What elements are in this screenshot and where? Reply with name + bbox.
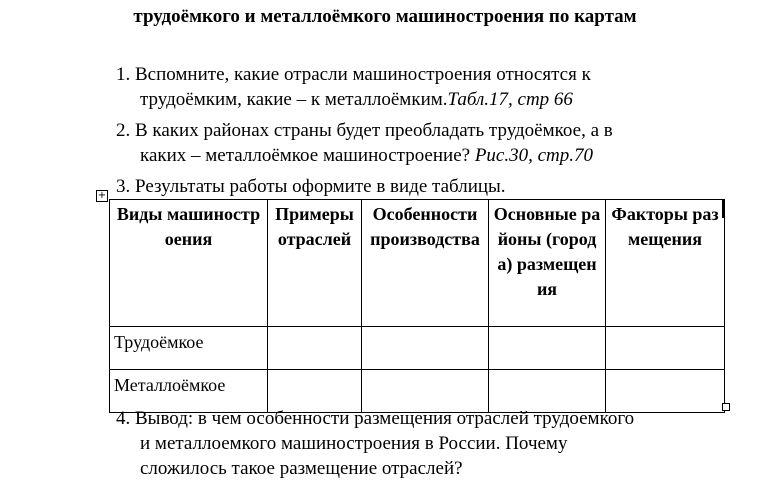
task-2-line2: каких – металлоёмкое машиностроение? [140, 145, 475, 166]
task-3-number: 3. [116, 176, 131, 197]
page-title: трудоёмкого и металлоёмкого машиностроения по картам [133, 6, 637, 27]
results-table [109, 199, 725, 413]
table-header-row [110, 200, 725, 327]
task-1 [116, 62, 591, 112]
header-cell-regions[interactable]: Основные районы (города) размещения [489, 200, 606, 327]
header-cell-examples[interactable]: Примеры отраслей [268, 200, 362, 327]
task-2-number: 2. [116, 120, 131, 141]
task-4-line2: и металлоемкого машиностроения в России. Почему [140, 433, 568, 454]
task-2-reference: Рис.30, стр.70 [474, 145, 594, 166]
header-cell-types[interactable]: Виды машиностроения [110, 200, 268, 327]
table-cell[interactable]: Трудоёмкое [110, 327, 268, 370]
table-cell[interactable] [606, 327, 725, 370]
task-3 [116, 174, 506, 199]
task-2-line1: В каких районах страны будет преобладать трудоёмкое, а в [135, 120, 613, 141]
task-1-number: 1. [116, 64, 131, 85]
table-row [110, 327, 725, 370]
task-1-reference: Табл.17, стр 66 [447, 89, 573, 110]
table-cell[interactable] [362, 327, 489, 370]
task-3-line1: Результаты работы оформите в виде таблицы. [135, 176, 506, 197]
table-cell[interactable]: Металлоёмкое [110, 370, 268, 413]
task-4-line3: сложилось такое размещение отраслей? [140, 458, 463, 479]
task-4-number: 4. [116, 408, 131, 429]
task-2 [116, 118, 613, 168]
header-cell-features[interactable]: Особенности производства [362, 200, 489, 327]
table-cell[interactable] [489, 327, 606, 370]
table-move-handle-icon[interactable]: + [97, 190, 107, 201]
table-resize-handle[interactable] [722, 403, 730, 411]
task-4-line1: Вывод: в чем особенности размещения отраслей трудоемкого [135, 408, 635, 429]
table-cell[interactable] [268, 327, 362, 370]
task-4 [116, 406, 634, 481]
header-cell-factors[interactable]: Факторы размещения [606, 200, 725, 327]
task-1-line2: трудоёмким, какие – к металлоёмким. [140, 89, 448, 110]
task-1-line1: Вспомните, какие отрасли машиностроения относятся к [135, 64, 591, 85]
